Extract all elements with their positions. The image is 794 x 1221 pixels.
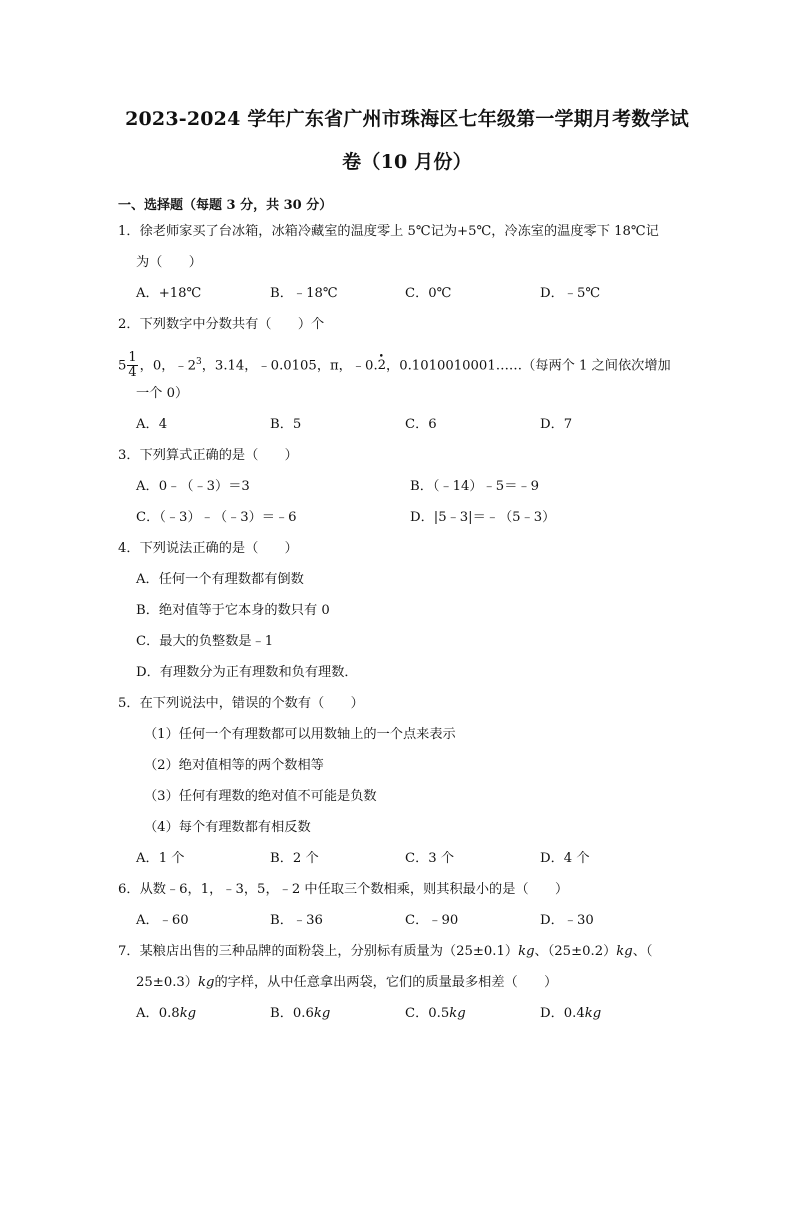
option-d[interactable] bbox=[540, 998, 675, 1029]
option-c[interactable]: C．﹣90 bbox=[405, 913, 459, 929]
q7-stem2-part-b: 的字样，从中任意拿出两袋，它们的质量最多相差（ ） bbox=[214, 975, 558, 991]
question-3-stem: 3．下列算式正确的是（ ） bbox=[118, 448, 298, 464]
option-a[interactable]: A．4 bbox=[136, 417, 168, 433]
exam-title bbox=[94, 98, 720, 184]
statement-4: （4）每个有理数都有相反数 bbox=[144, 820, 311, 836]
fraction-numerator: 1 bbox=[128, 350, 137, 366]
question-1 bbox=[118, 216, 696, 278]
option-d[interactable]: D．7 bbox=[540, 417, 573, 433]
option-b-value: B．0.6 bbox=[270, 1006, 314, 1022]
option-d[interactable]: D．﹣30 bbox=[540, 913, 594, 929]
question-5-stem: 5．在下列说法中，错误的个数有（ ） bbox=[118, 696, 364, 712]
question-7-stem bbox=[118, 936, 696, 967]
statement-1: （1）任何一个有理数都可以用数轴上的一个点来表示 bbox=[144, 727, 456, 743]
option-c[interactable] bbox=[405, 998, 540, 1029]
option-c[interactable]: C．3 个 bbox=[405, 851, 455, 867]
question-2 bbox=[118, 309, 696, 340]
mixed-whole: 5 bbox=[118, 358, 127, 374]
option-c[interactable]: C．0℃ bbox=[405, 286, 452, 301]
list-part-b: ，3.14，﹣0.0105，π，﹣0. bbox=[201, 358, 378, 374]
question-7-options bbox=[118, 998, 696, 1029]
question-4-stem: 4．下列说法正确的是（ ） bbox=[118, 541, 298, 557]
question-3-options-row1 bbox=[118, 471, 696, 502]
unit-kg: kg bbox=[518, 944, 535, 960]
q7-stem2-part-a: 25±0.3） bbox=[136, 975, 198, 991]
fraction-denominator: 4 bbox=[128, 365, 137, 381]
q7-stem-part-b: 、（25±0.2） bbox=[534, 944, 617, 960]
q7-stem-part-a: 7．某粮店出售的三种品牌的面粉袋上，分别标有质量为（25±0.1） bbox=[118, 944, 519, 960]
question-2-stem-cont: 一个 0） bbox=[136, 386, 189, 402]
unit-kg: kg bbox=[584, 1006, 602, 1022]
question-5-options bbox=[118, 843, 696, 874]
section-heading: 一、选择题（每题 3 分，共 30 分） bbox=[118, 198, 333, 213]
option-d[interactable]: D．有理数分为正有理数和负有理数． bbox=[136, 665, 358, 681]
option-c[interactable]: C．（﹣3）﹣（﹣3）＝﹣6 bbox=[136, 510, 297, 526]
option-b[interactable]: B．绝对值等于它本身的数只有 0 bbox=[136, 603, 330, 619]
option-a[interactable]: A．+18℃ bbox=[136, 286, 202, 301]
option-a[interactable]: A．1 个 bbox=[136, 851, 185, 867]
option-b[interactable]: B．5 bbox=[270, 417, 302, 433]
statement-2: （2）绝对值相等的两个数相等 bbox=[144, 758, 324, 774]
question-3 bbox=[118, 440, 696, 471]
question-6-stem: 6．从数﹣6，1，﹣3，5，﹣2 中任取三个数相乘，则其积最小的是（ ） bbox=[118, 882, 569, 898]
unit-kg: kg bbox=[313, 1006, 331, 1022]
question-7-stem-cont bbox=[118, 967, 696, 998]
option-c-value: C．0.5 bbox=[405, 1006, 450, 1022]
option-a[interactable]: A．﹣60 bbox=[136, 913, 189, 929]
option-b[interactable]: B．（﹣14）﹣5＝﹣9 bbox=[410, 479, 539, 495]
exponent: 3 bbox=[196, 357, 202, 367]
question-1-options bbox=[118, 278, 696, 309]
unit-kg: kg bbox=[616, 944, 633, 960]
question-1-stem-cont: 为（ ） bbox=[136, 255, 202, 270]
fraction bbox=[127, 351, 137, 380]
option-d-value: D．0.4 bbox=[540, 1006, 585, 1022]
option-a[interactable]: A．任何一个有理数都有倒数 bbox=[136, 572, 304, 588]
exam-page bbox=[0, 98, 794, 1221]
question-7 bbox=[118, 936, 696, 998]
option-b[interactable]: B．﹣18℃ bbox=[270, 286, 338, 301]
option-d[interactable]: D．﹣5℃ bbox=[540, 286, 601, 301]
question-3-options-row2 bbox=[118, 502, 696, 533]
statement-3: （3）任何有理数的绝对值不可能是负数 bbox=[144, 789, 377, 805]
question-2-stem: 2．下列数字中分数共有（ ）个 bbox=[118, 317, 325, 332]
option-c[interactable]: C．6 bbox=[405, 417, 437, 433]
option-a[interactable]: A．0﹣（﹣3）＝3 bbox=[136, 479, 250, 495]
question-6 bbox=[118, 874, 696, 905]
unit-kg: kg bbox=[179, 1006, 197, 1022]
question-6-options bbox=[118, 905, 696, 936]
option-a[interactable] bbox=[136, 998, 270, 1029]
q7-stem-part-c: 、（ bbox=[632, 944, 653, 960]
unit-kg: kg bbox=[198, 975, 215, 991]
list-part-c: ，0.1010010001……（每两个 1 之间依次增加 bbox=[386, 358, 671, 374]
unit-kg: kg bbox=[449, 1006, 466, 1022]
repeating-digit: • 2 bbox=[378, 346, 386, 386]
option-c[interactable]: C．最大的负整数是﹣1 bbox=[136, 634, 274, 650]
question-2-options bbox=[118, 409, 696, 440]
list-part-a: ，0，﹣2 bbox=[139, 358, 197, 374]
option-d[interactable]: D．|5﹣3|＝﹣（5﹣3） bbox=[410, 510, 556, 526]
title-line-1: 2023-2024 学年广东省广州市珠海区七年级第一学期月考数学试 bbox=[125, 108, 689, 130]
option-b[interactable] bbox=[270, 998, 405, 1029]
option-b[interactable]: B．﹣36 bbox=[270, 913, 323, 929]
title-line-2: 卷（10 月份） bbox=[342, 151, 472, 173]
question-1-stem: 1．徐老师家买了台冰箱，冰箱冷藏室的温度零上 5℃记为+5℃，冷冻室的温度零下 18℃记 bbox=[118, 224, 659, 239]
option-d[interactable]: D．4 个 bbox=[540, 851, 590, 867]
option-a-value: A．0.8 bbox=[136, 1006, 180, 1022]
question-2-number-list bbox=[118, 342, 696, 386]
question-4 bbox=[118, 533, 696, 564]
question-5 bbox=[118, 688, 696, 719]
option-b[interactable]: B．2 个 bbox=[270, 851, 319, 867]
